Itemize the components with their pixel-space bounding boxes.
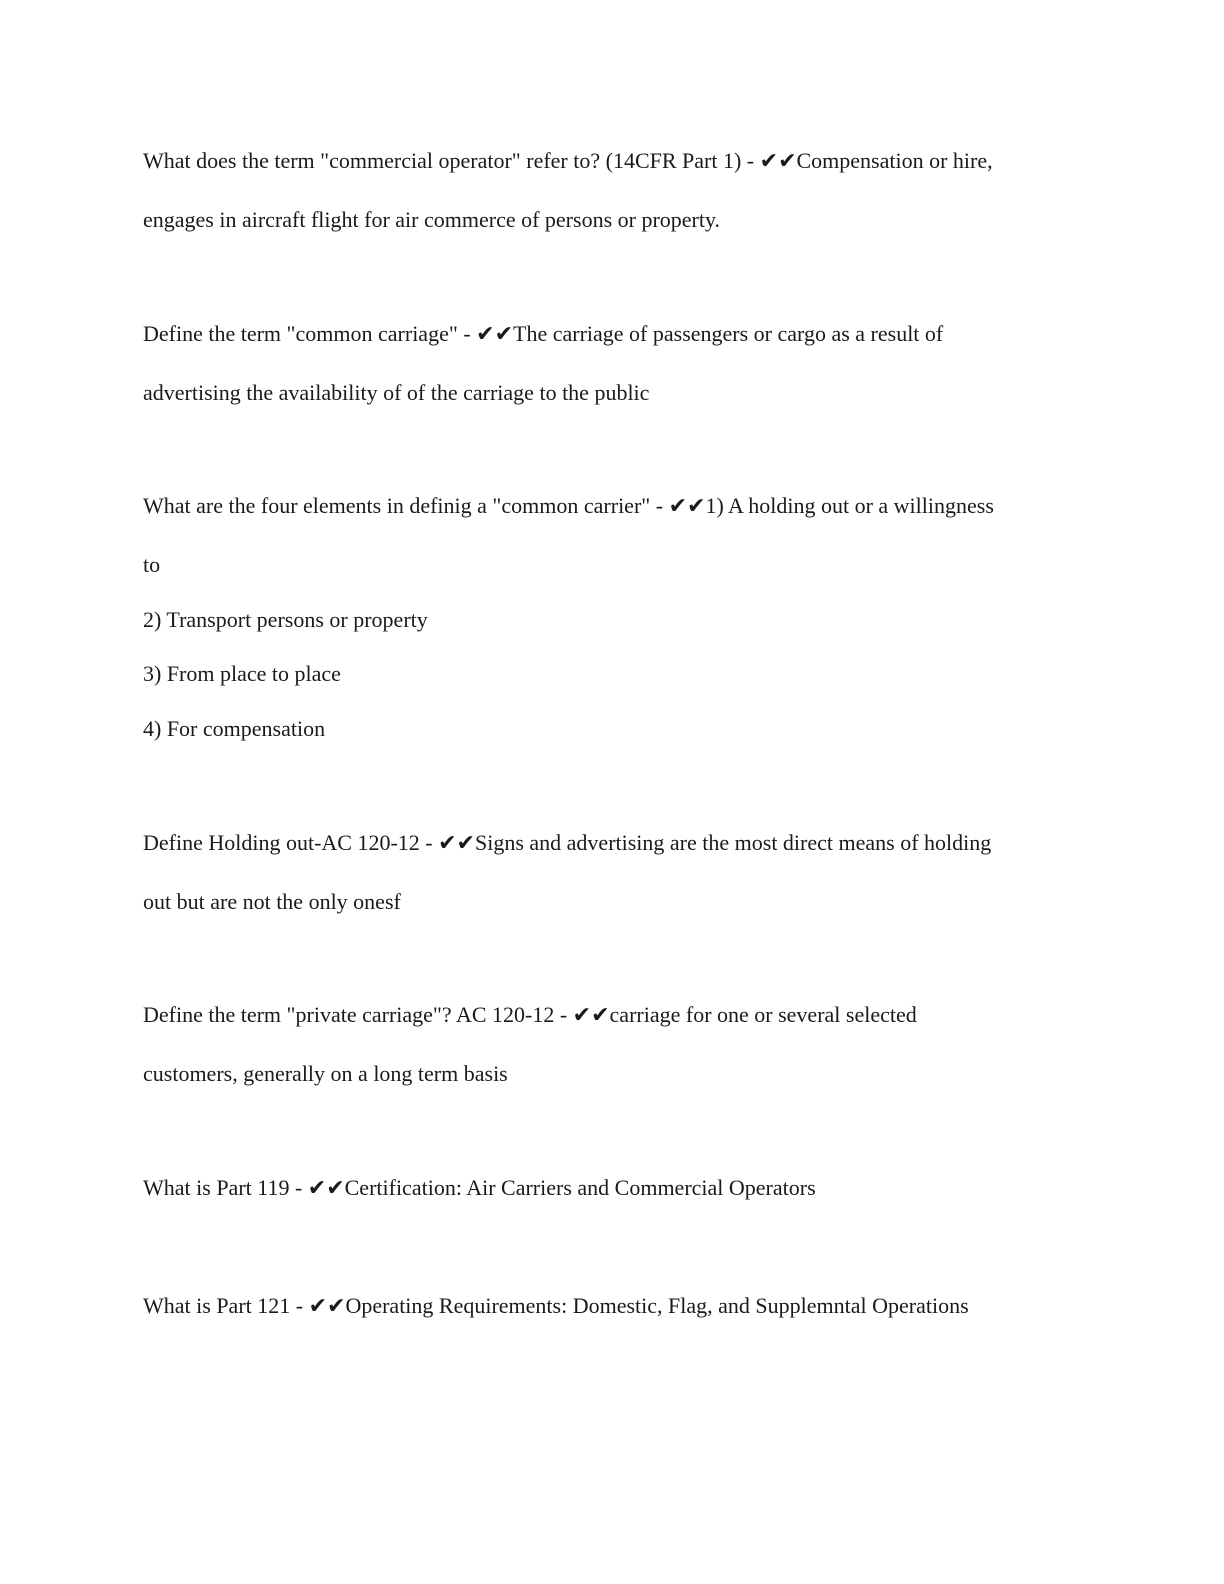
qa-6-line-1: What is Part 119 - ✔✔Certification: Air Carriers and Commercial Operators — [143, 1175, 816, 1200]
qa-2-line-1: Define the term "common carriage" - ✔✔The carriage of passengers or cargo as a result of — [143, 321, 944, 346]
qa-3-line-2: to — [143, 552, 161, 577]
qa-3-line-5: 4) For compensation — [143, 716, 326, 741]
qa-7-line-1: What is Part 121 - ✔✔Operating Requirements: Domestic, Flag, and Supplemntal Operations — [143, 1293, 969, 1318]
qa-5-line-1: Define the term "private carriage"? AC 120-12 - ✔✔carriage for one or several selected — [143, 1002, 917, 1027]
qa-4-line-2: out but are not the only onesf — [143, 889, 401, 914]
qa-3-line-3: 2) Transport persons or property — [143, 607, 428, 632]
qa-3-line-1: What are the four elements in definig a "common carrier" - ✔✔1) A holding out or a willingness — [143, 493, 994, 518]
qa-1-line-1: What does the term "commercial operator" refer to? (14CFR Part 1) - ✔✔Compensation or hire, — [143, 148, 993, 173]
qa-4-line-1: Define Holding out-AC 120-12 - ✔✔Signs and advertising are the most direct means of holding — [143, 830, 992, 855]
qa-1-line-2: engages in aircraft flight for air commerce of persons or property. — [143, 207, 721, 232]
qa-5-line-2: customers, generally on a long term basis — [143, 1061, 508, 1086]
qa-2-line-2: advertising the availability of of the carriage to the public — [143, 380, 650, 405]
qa-3-line-4: 3) From place to place — [143, 661, 341, 686]
